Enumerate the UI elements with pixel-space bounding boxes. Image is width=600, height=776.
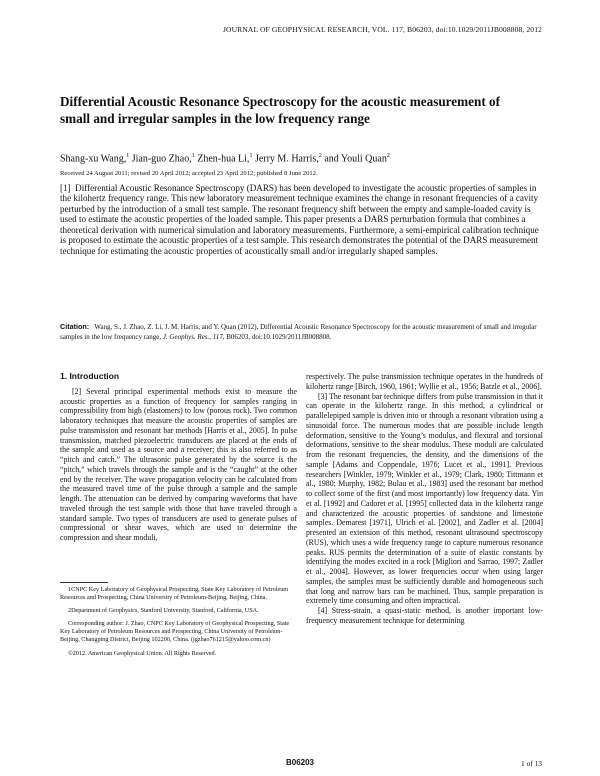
copyright-note: ©2012. American Geophysical Union. All Rights Reserved. — [68, 649, 217, 657]
author-affiliation-mark: 1 — [126, 153, 130, 159]
body-paragraph: respectively. The pulse transmission technique operates in the hundreds of kilohertz range [Birch, 1960, 1961; Wyllie et al., 1956; Batzle et al., 2006]. — [306, 372, 543, 391]
abstract-text: Differential Acoustic Resonance Spectroscopy (DARS) has been developed to investigate the acoustic properties of samples in the kilohertz frequency range. This new laboratory measurement technique examines the change in resonant frequencies of a cavity perturbed by the introduction of a small test sample. The resonant frequency shift between the empty and sample-loaded cavity is used to estimate the acoustic properties of the loaded sample. This paper presents a DARS perturbation formula that combines a theoretical derivation with numerical simulation and laboratory measurements. Furthermore, a semi-empirical calibration technique is proposed to estimate the acoustic properties of a test sample. This research demonstrates the potential of the DARS measurement technique for estimating the acoustic properties of acoustically small and/or irregularly shaped samples. — [60, 183, 539, 256]
section-heading: 1. Introduction — [60, 371, 120, 381]
received-dates: Received 24 August 2011; revised 20 April 2012; accepted 23 April 2012; published 8 June 2012. — [60, 170, 318, 177]
abstract — [60, 183, 542, 256]
affiliation-footnote: 2Department of Geophysics, Stanford University, Stanford, California, USA. — [68, 607, 259, 615]
right-column — [306, 372, 543, 626]
abstract-paragraph-label: [1] — [60, 183, 71, 193]
body-paragraph: [2] Several principal experimental methods exist to measure the acoustic properties as a function of frequency for samples ranging in compressibility from high (elastomers) to low (porous rock). Two common laboratory techniques that measure the acoustic properties of samples are pulse transmission and resonant bar methods [Harris et al., 2005]. In pulse transmission, matched piezoelectric transducers are placed at the ends of the sample and used as a source and a receiver; this is also referred to as “pitch and catch.” The ultrasonic pulse generated by the source is the “pitch,” which travels through the sample and is the “caught” at the other end by the receiver. The wave propagation velocity can be calculated from the measured travel time of the pulse through a sample and the sample length. The attenuation can be derived by comparing waveforms that have traveled through the test sample with those that have traveled through a standard sample. Two types of transducers are used to generate pulses of compressional or shear waves, which are used to determine the compression and shear moduli, — [60, 386, 297, 542]
citation-label: Citation: — [60, 322, 90, 331]
author-affiliation-mark: 1 — [191, 153, 195, 159]
citation — [60, 322, 542, 342]
author-name: Jerry M. Harris, — [252, 153, 319, 165]
footnote-rule — [60, 582, 108, 583]
author-affiliation-mark: 2 — [386, 153, 390, 159]
page-number: 1 of 13 — [521, 759, 542, 768]
running-head: JOURNAL OF GEOPHYSICAL RESEARCH, VOL. 117, B06203, doi:10.1029/2011JB008808, 2012 — [222, 25, 542, 34]
citation-doi: B06203, doi:10.1029/2011JB008808. — [224, 332, 332, 341]
footnotes — [60, 586, 297, 663]
author-list — [60, 153, 540, 164]
left-column — [60, 372, 297, 543]
author-affiliation-mark: 2 — [318, 153, 322, 159]
author-affiliation-mark: 1 — [249, 153, 253, 159]
affiliation-footnote: 1CNPC Key Laboratory of Geophysical Prospecting, State Key Laboratory of Petroleum Resources and Prospecting, China University of Petroleum-Beijing, Beijing, China. — [60, 586, 289, 602]
article-code: B06203 — [285, 758, 315, 767]
corresponding-author-note: Corresponding author: J. Zhao, CNPC Key Laboratory of Geophysical Prospecting, State Key Laboratory of Petroleum Resources and Prospecting, China University of Petroleum-Beijing, Changping District, Beijing 102200, China. (jgzhao761215@yahoo.com.cn) — [60, 620, 290, 644]
paper-title: Differential Acoustic Resonance Spectroscopy for the acoustic measurement of small and irregular samples in the low frequency range — [60, 94, 500, 126]
body-paragraph: [3] The resonant bar technique differs from pulse transmission in that it can operate in the kilohertz range. In this method, a cylindrical or parallelepiped sample is driven into or through a resonant vibration using a sinusoidal force. The numerous modes that are possible include length deformation, sensitive to the Young’s modulus, and flexural and torsional deformations, sensitive to the shear modulus. These moduli are calculated from the resonant frequencies, the density, and the dimensions of the sample [Adams and Coppendale, 1976; Lucet et al., 1991]. Previous researchers [Winkler, 1979; Winkler et al., 1979; Clark, 1980; Tittmann et al., 1980; Murphy, 1982; Bulau et al., 1983] used the resonant bar method to collect some of the first (and most importantly) low frequency data. Yin et al. [1992] and Cadoret et al. [1995] collected data in the kilohertz range and characterized the acoustic properties of sandstone and limestone samples. Demarest [1971], Ulrich et al. [2002], and Zadler et al. [2004] presented an extension of this method, resonant ultrasound spectroscopy (RUS), which uses a wide frequency range to capture numerous resonance peaks. RUS permits the determination of a suite of elastic constants by identifying the modes excited in a rock [Migliori and Sarrao, 1997; Zadler et al., 2004]. However, as lower frequencies occur when using larger samples, the samples must be sufficiently durable and homogeneous such that long and narrow bars can be machined. Thus, sample preparation is extremely time consuming and often impractical. — [306, 391, 543, 606]
author-name: Shang-xu Wang, — [60, 153, 127, 165]
author-name: Zhen-hua Li, — [194, 153, 250, 165]
citation-text: Wang, S., J. Zhao, Z. Li, J. M. Harris, and Y. Quan (2012), Differential Acoustic Resonance Spectroscopy for the acoustic measurement of small and irregular samples in the low frequency range, — [60, 323, 537, 341]
citation-journal: J. Geophys. Res., 117, — [162, 332, 225, 341]
author-name: and Youli Quan — [321, 153, 387, 165]
body-paragraph: [4] Stress-strain, a quasi-static method, is another important low-frequency measurement technique for determining — [306, 606, 543, 625]
author-name: Jian-guo Zhao, — [129, 153, 192, 165]
